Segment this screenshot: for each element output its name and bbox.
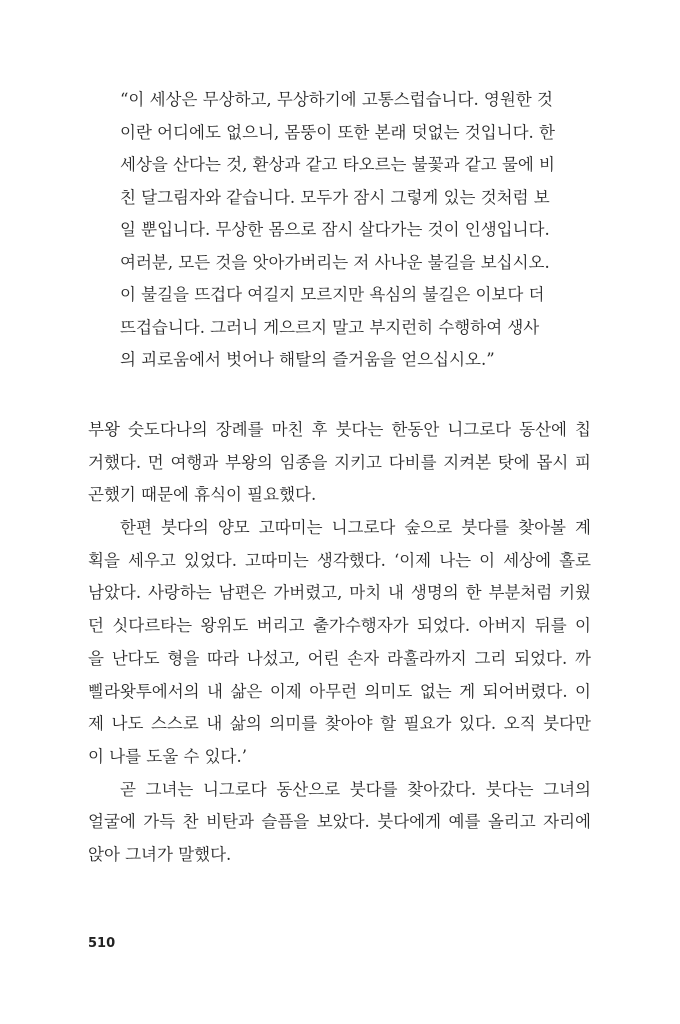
body-line: 앉아 그녀가 말했다.: [88, 845, 232, 864]
quote-line: 친 달그림자와 같습니다. 모두가 잠시 그렇게 있는 것처럼 보: [120, 188, 550, 207]
body-line: 던 싯다르타는 왕위도 버리고 출가수행자가 되었다. 아버지 뒤를 이: [88, 616, 591, 635]
quote-line: 여러분, 모든 것을 앗아가버리는 저 사나운 불길을 보십시오.: [120, 253, 550, 272]
quote-line: 이란 어디에도 없으니, 몸뚱이 또한 본래 덧없는 것입니다. 한: [120, 123, 555, 142]
page-number: 510: [88, 936, 116, 951]
body-line: 을 난다도 형을 따라 나섰고, 어린 손자 라훌라까지 그리 되었다. 까: [88, 649, 591, 668]
quote-line: 뜨겁습니다. 그러니 게으르지 말고 부지런히 수행하여 생사: [120, 318, 540, 337]
body-line: 남았다. 사랑하는 남편은 가버렸고, 마치 내 생명의 한 부분처럼 키웠: [88, 583, 591, 602]
quote-line: 의 괴로움에서 벗어나 해탈의 즐거움을 얻으십시오.”: [120, 350, 495, 369]
body-line: 이 나를 도울 수 있다.’: [88, 747, 247, 766]
quote-line: 세상을 산다는 것, 환상과 같고 타오르는 불꽃과 같고 물에 비: [120, 155, 555, 174]
body-line: 획을 세우고 있었다. 고따미는 생각했다. ‘이제 나는 이 세상에 홀로: [88, 551, 591, 570]
body-line: 부왕 숫도다나의 장례를 마친 후 붓다는 한동안 니그로다 동산에 칩: [88, 420, 591, 439]
body-line: 삘라왓투에서의 내 삶은 이제 아무런 의미도 없는 게 되어버렸다. 이: [88, 682, 591, 701]
body-line: 곧 그녀는 니그로다 동산으로 붓다를 찾아갔다. 붓다는 그녀의: [120, 780, 591, 799]
body-line: 한편 붓다의 양모 고따미는 니그로다 숲으로 붓다를 찾아볼 계: [120, 518, 591, 537]
body-line: 제 나도 스스로 내 삶의 의미를 찾아야 할 필요가 있다. 오직 붓다만: [88, 714, 591, 733]
quote-line: “이 세상은 무상하고, 무상하기에 고통스럽습니다. 영원한 것: [120, 90, 553, 109]
quote-line: 일 뿐입니다. 무상한 몸으로 잠시 살다가는 것이 인생입니다.: [120, 220, 550, 239]
body-line: 곤했기 때문에 휴식이 필요했다.: [88, 485, 317, 504]
body-line: 거했다. 먼 여행과 부왕의 임종을 지키고 다비를 지켜본 탓에 몹시 피: [88, 453, 591, 472]
quote-line: 이 불길을 뜨겁다 여길지 모르지만 욕심의 불길은 이보다 더: [120, 285, 545, 304]
body-line: 얼굴에 가득 찬 비탄과 슬픔을 보았다. 붓다에게 예를 올리고 자리에: [88, 812, 591, 831]
